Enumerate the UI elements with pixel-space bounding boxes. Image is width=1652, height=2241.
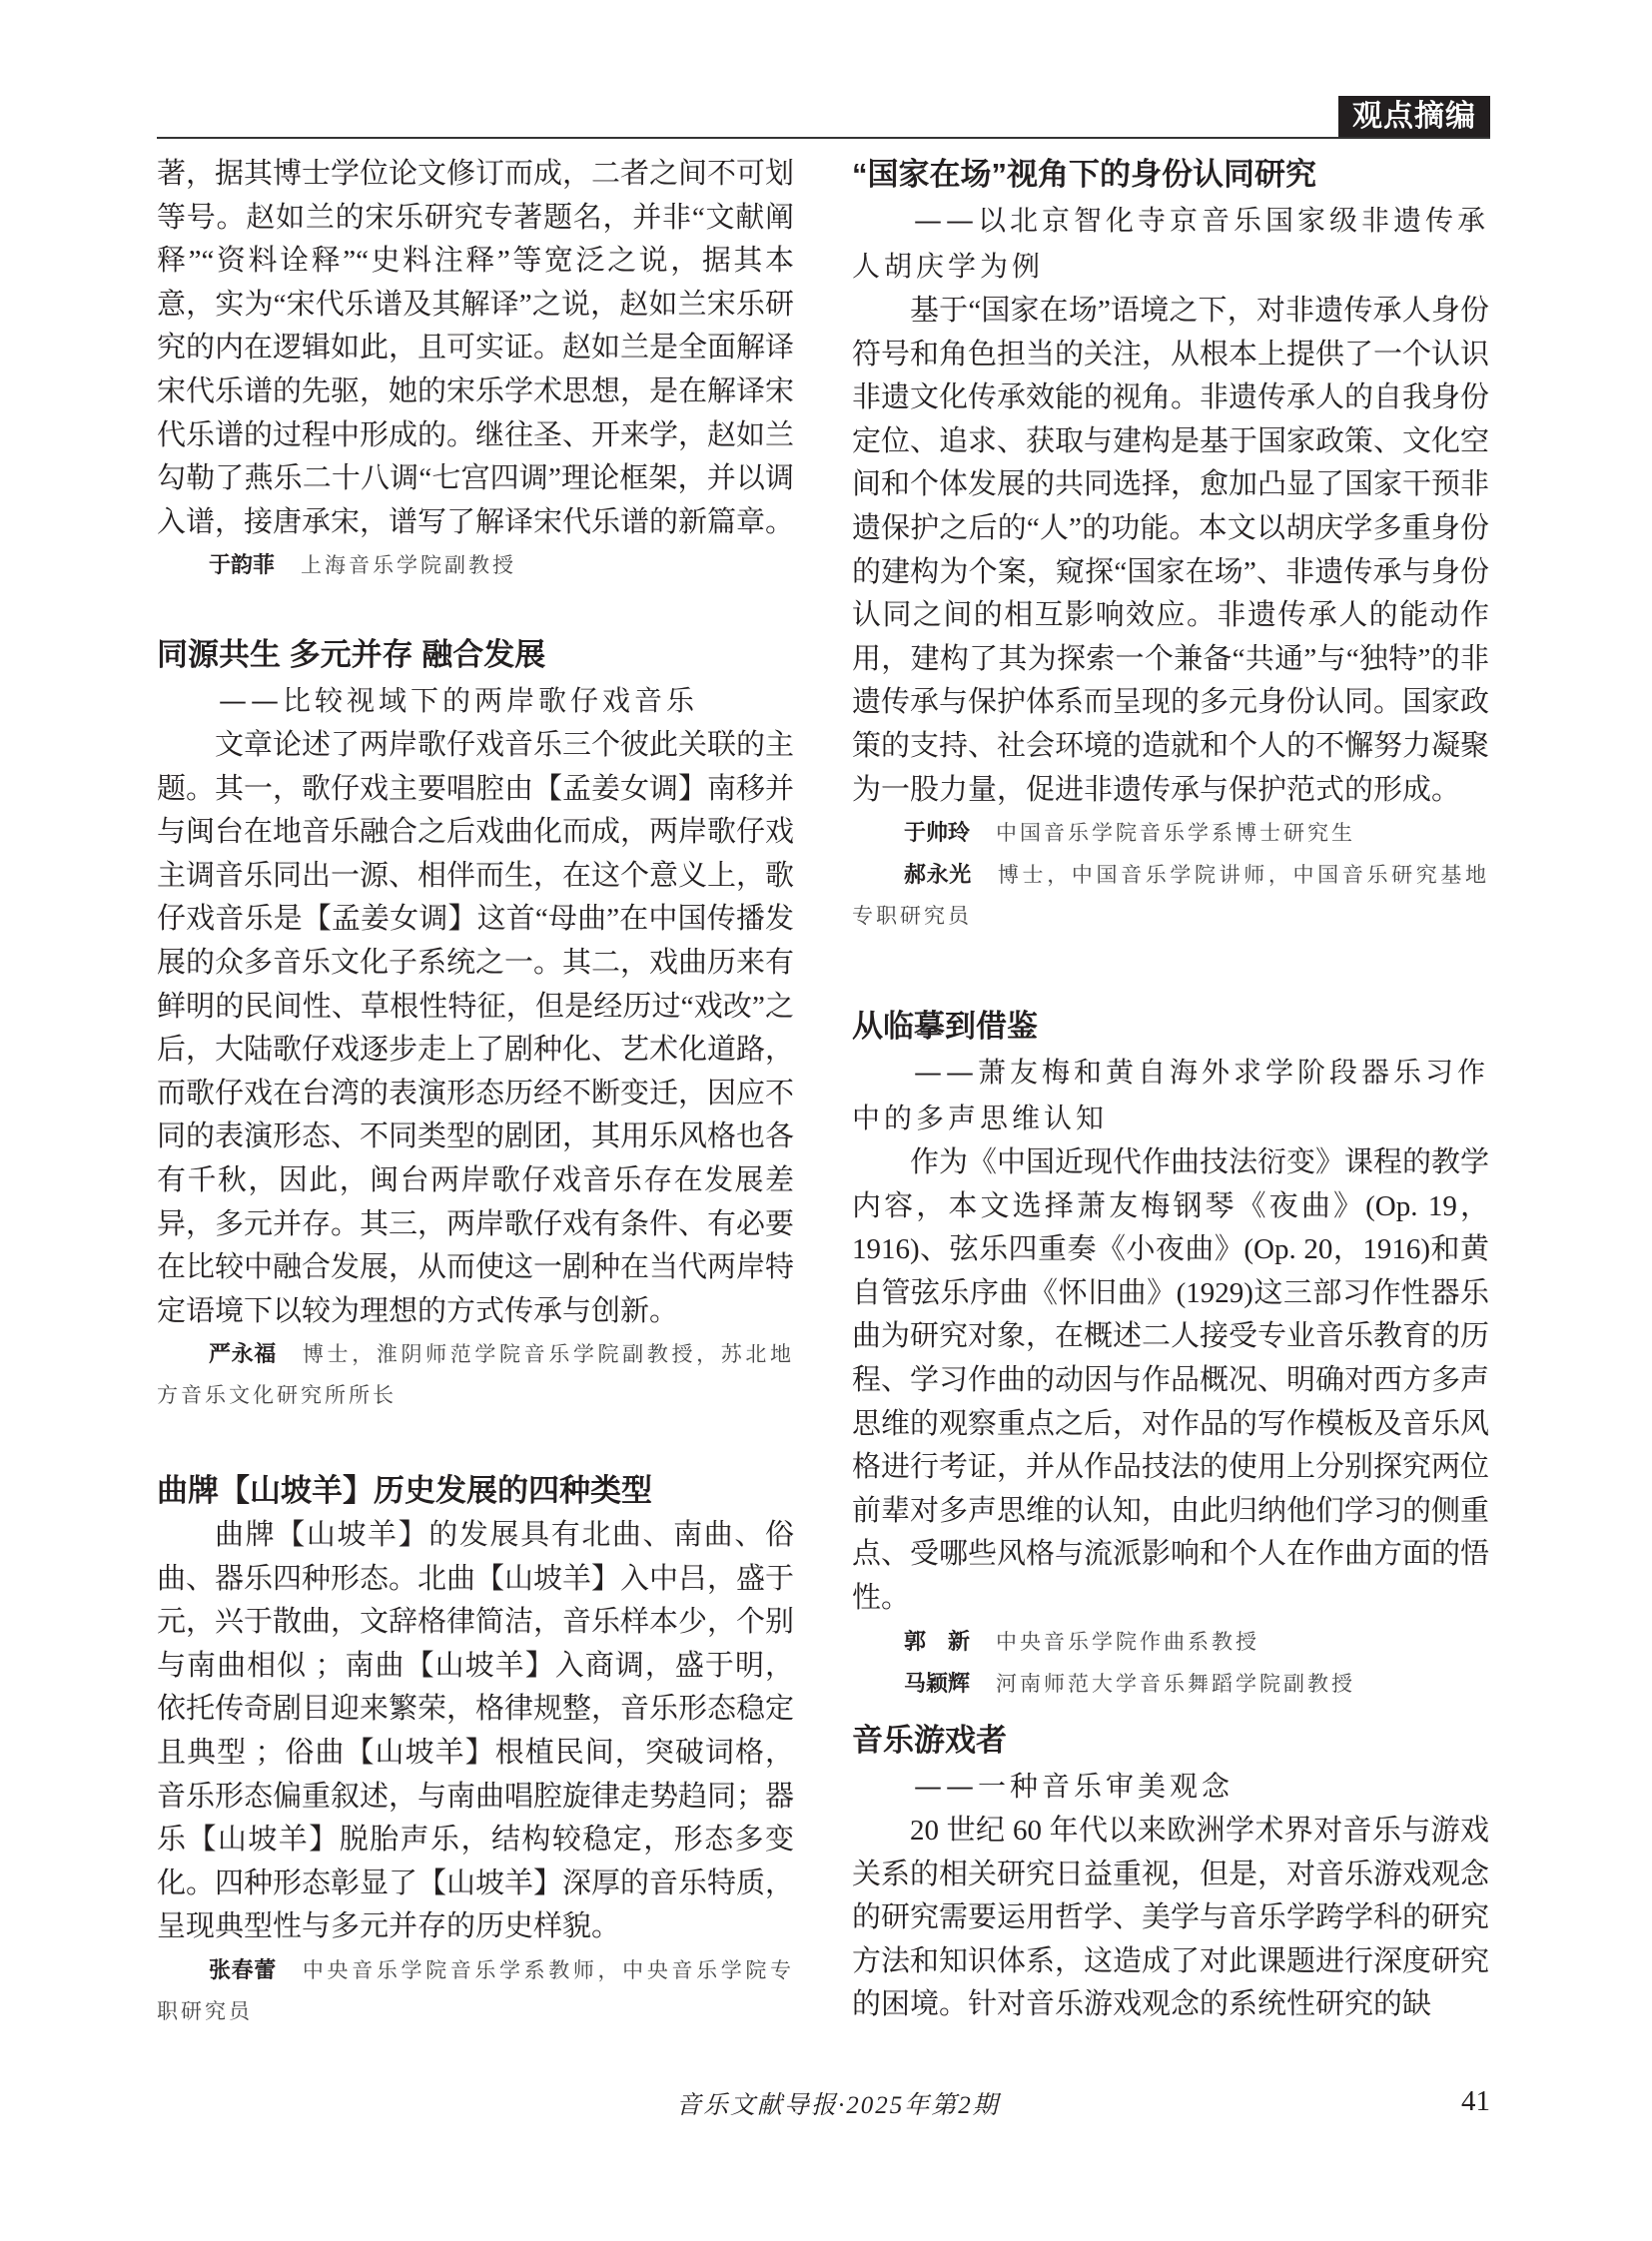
page-number: 41	[1461, 2085, 1490, 2117]
journal-issue: 音乐文献导报·2025年第2期	[676, 2092, 1000, 2119]
article-6	[852, 1718, 1489, 2027]
author-line	[852, 854, 1489, 937]
author-line	[157, 544, 794, 586]
article-subtitle: ——一种音乐审美观念	[914, 1770, 1235, 1803]
article-subtitle: ——比较视域下的两岸歌仔戏音乐	[219, 684, 699, 717]
author-name: 于韵菲	[209, 552, 276, 578]
author-affiliation: 博士，中国音乐学院讲师，中国音乐研究基地专职研究员	[852, 863, 1489, 929]
author-name: 马颖辉	[904, 1670, 971, 1696]
author-affiliation: 上海音乐学院副教授	[301, 553, 517, 578]
author-affiliation: 中央音乐学院作曲系教授	[996, 1629, 1260, 1654]
author-affiliation: 中国音乐学院音乐学系博士研究生	[996, 821, 1356, 846]
section-badge: 观点摘编	[1338, 96, 1490, 138]
author-line	[852, 1663, 1489, 1705]
article-body: 文章论述了两岸歌仔戏音乐三个彼此关联的主题。其一，歌仔戏主要唱腔由【孟姜女调】南移并与闽台在地音乐融合之后戏曲化而成，两岸歌仔戏主调音乐同出一源、相伴而生，在这个意义上，歌仔戏音乐是【孟姜女调】这首“母曲”在中国传播发展的众多音乐文化子系统之一。其二，戏曲历来有鲜明的民间性、草根性特征，但是经历过“戏改”之后，大陆歌仔戏逐步走上了剧种化、艺术化道路，而歌仔戏在台湾的表演形态历经不断变迁，因应不同的表演形态、不同类型的剧团，其用乐风格也各有千秋，因此，闽台两岸歌仔戏音乐存在发展差异，多元并存。其三，两岸歌仔戏有条件、有必要在比较中融合发展，从而使这一剧种在当代两岸特定语境下以较为理想的方式传承与创新。	[157, 729, 795, 1327]
article-4	[852, 152, 1489, 937]
article-2	[157, 632, 794, 1416]
article-continuation	[157, 153, 794, 586]
author-name: 严永福	[209, 1341, 277, 1367]
author-name: 郭 新	[904, 1628, 971, 1654]
author-name: 于帅玲	[904, 820, 971, 846]
author-line	[852, 812, 1489, 854]
article-5	[852, 1004, 1489, 1705]
article-title: “国家在场”视角下的身份认同研究	[852, 157, 1316, 192]
author-line	[157, 1333, 794, 1416]
article-title: 音乐游戏者	[852, 1723, 1007, 1758]
author-name: 张春蕾	[209, 1956, 277, 1982]
article-title: 从临摹到借鉴	[852, 1009, 1038, 1044]
author-affiliation: 中央音乐学院音乐学系教师，中央音乐学院专职研究员	[157, 1957, 794, 2023]
author-name: 郝永光	[904, 862, 972, 888]
article-subtitle: ——以北京智化寺京音乐国家级非遗传承人胡庆学为例	[852, 204, 1490, 283]
article-body: 作为《中国近现代作曲技法衍变》课程的教学内容，本文选择萧友梅钢琴《夜曲》(Op. 19，1916)、弦乐四重奏《小夜曲》(Op. 20，1916)和黄自管弦乐序曲《怀旧曲》(1929)这三部习作性器乐曲为研究对象，在概述二人接受专业音乐教育的历程、学习作曲的动因与作品概况、明确对西方多声思维的观察重点之后，对作品的写作模板及音乐风格进行考证，并从作品技法的使用上分别探究两位前辈对多声思维的认知，由此归纳他们学习的侧重点、受哪些风格与流派影响和个人在作曲方面的悟性。	[852, 1146, 1490, 1614]
article-body: 基于“国家在场”语境之下，对非遗传承人身份符号和角色担当的关注，从根本上提供了一个认识非遗文化传承效能的视角。非遗传承人的自我身份定位、追求、获取与建构是基于国家政策、文化空间和个体发展的共同选择，愈加凸显了国家干预非遗保护之后的“人”的功能。本文以胡庆学多重身份的建构为个案，窥探“国家在场”、非遗传承与身份认同之间的相互影响效应。非遗传承人的能动作用，建构了其为探索一个兼备“共通”与“独特”的非遗传承与保护体系而呈现的多元身份认同。国家政策的支持、社会环境的造就和个人的不懈努力凝聚为一股力量，促进非遗传承与保护范式的形成。	[852, 295, 1490, 806]
article-3	[157, 1468, 794, 2032]
article-body: 曲牌【山坡羊】的发展具有北曲、南曲、俗曲、器乐四种形态。北曲【山坡羊】入中吕，盛于元，兴于散曲，文辞格律简洁，音乐样本少，个别与南曲相似 ；南曲【山坡羊】入商调，盛于明，依托传奇剧目迎来繁荣，格律规整，音乐形态稳定且典型 ；俗曲【山坡羊】根植民间，突破词格，音乐形态偏重叙述，与南曲唱腔旋律走势趋同；器乐【山坡羊】脱胎声乐，结构较稳定，形态多变化。四种形态彰显了【山坡羊】深厚的音乐特质，呈现典型性与多元并存的历史样貌。	[157, 1519, 795, 1943]
author-line	[157, 1949, 794, 2032]
author-affiliation: 河南师范大学音乐舞蹈学院副教授	[996, 1671, 1356, 1696]
author-affiliation: 博士，淮阴师范学院音乐学院副教授，苏北地方音乐文化研究所所长	[157, 1342, 794, 1408]
article-subtitle: ——萧友梅和黄自海外求学阶段器乐习作中的多声思维认知	[852, 1056, 1490, 1134]
author-line	[852, 1621, 1489, 1663]
page-footer	[157, 2085, 1490, 2125]
header-rule	[157, 137, 1490, 139]
article-title: 同源共生 多元并存 融合发展	[157, 637, 546, 672]
article-body: 20 世纪 60 年代以来欧洲学术界对音乐与游戏关系的相关研究日益重视，但是，对音乐游戏观念的研究需要运用哲学、美学与音乐学跨学科的研究方法和知识体系，这造成了对此课题进行深度研究的困境。针对音乐游戏观念的系统性研究的缺	[852, 1815, 1490, 2021]
article-body: 著，据其博士学位论文修订而成，二者之间不可划等号。赵如兰的宋乐研究专著题名，并非“文献阐释”“资料诠释”“史料注释”等宽泛之说，据其本意，实为“宋代乐谱及其解译”之说，赵如兰宋乐研究的内在逻辑如此，且可实证。赵如兰是全面解译宋代乐谱的先驱，她的宋乐学术思想，是在解译宋代乐谱的过程中形成的。继往圣、开来学，赵如兰勾勒了燕乐二十八调“七宫四调”理论框架，并以调入谱，接唐承宋，谱写了解译宋代乐谱的新篇章。	[157, 158, 795, 538]
article-title: 曲牌【山坡羊】历史发展的四种类型	[157, 1473, 652, 1508]
